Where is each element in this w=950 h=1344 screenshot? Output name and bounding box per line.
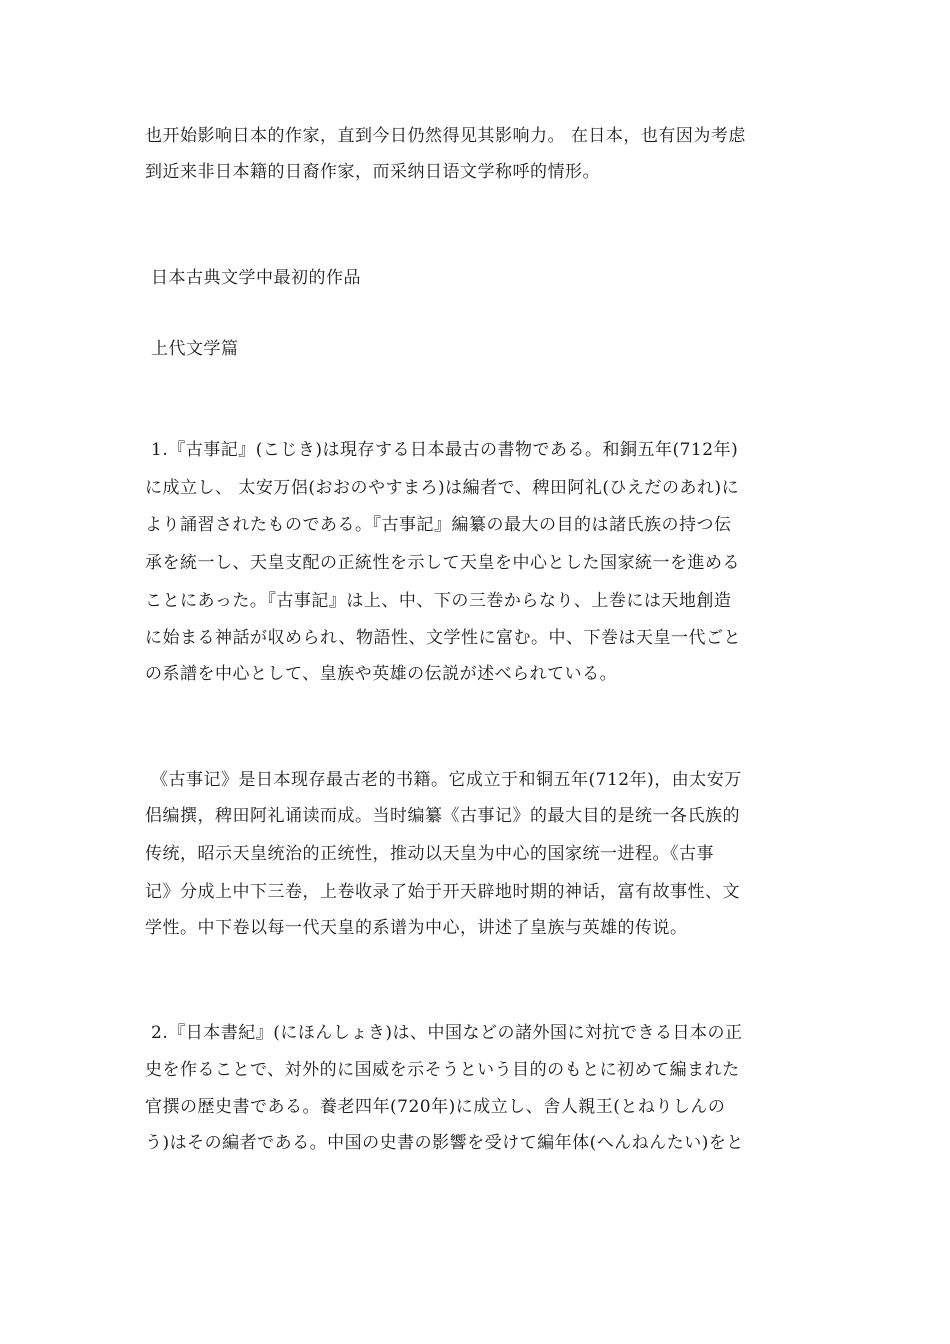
kojiki-jp-line-6: に始まる神話が収められ、物語性、文学性に富む。中、下巻は天皇一代ごと xyxy=(145,628,742,648)
kojiki-jp-line-7: の系譜を中心として、皇族や英雄の伝説が述べられている。 xyxy=(145,664,618,684)
section-title: 日本古典文学中最初的作品 xyxy=(151,268,361,288)
subsection-title: 上代文学篇 xyxy=(151,339,239,359)
nihonshoki-jp-line-1: 2.『日本書紀』(にほんしょき)は、中国などの諸外国に対抗できる日本の正 xyxy=(151,1023,743,1043)
kojiki-cn-line-3: 传统，昭示天皇统治的正统性，推动以天皇为中心的国家统一进程。《古事 xyxy=(145,844,714,864)
kojiki-cn-line-1: 《古事记》是日本现存最古老的书籍。它成立于和铜五年(712年)，由太安万 xyxy=(151,770,742,790)
nihonshoki-jp-line-2: 史を作ることで、対外的に国威を示そうという目的のもとに初めて編まれた xyxy=(145,1060,740,1080)
kojiki-cn-line-4: 记》分成上中下三卷，上卷收录了始于开天辟地时期的神话，富有故事性、文 xyxy=(145,882,740,902)
nihonshoki-jp-line-3: 官撰の歴史書である。養老四年(720年)に成立し、舎人親王(とねりしんの xyxy=(145,1097,726,1117)
intro-line-2: 到近来非日本籍的日裔作家，而采纳日语文学称呼的情形。 xyxy=(145,162,600,182)
kojiki-cn-line-2: 侣编撰，稗田阿礼诵读而成。当时编纂《古事记》的最大目的是统一各氏族的 xyxy=(145,806,740,826)
kojiki-jp-line-2: に成立し、 太安万侶(おおのやすまろ)は編者で、稗田阿礼(ひえだのあれ)に xyxy=(145,478,740,498)
kojiki-jp-line-4: 承を統一し、天皇支配の正統性を示して天皇を中心とした国家統一を進める xyxy=(145,553,740,573)
kojiki-jp-line-5: ことにあった。『古事記』は上、中、下の三巻からなり、上巻には天地創造 xyxy=(145,591,732,611)
kojiki-jp-line-1: 1.『古事記』(こじき)は現存する日本最古の書物である。和銅五年(712年) xyxy=(151,440,739,460)
kojiki-cn-line-5: 学性。中下卷以每一代天皇的系谱为中心，讲述了皇族与英雄的传说。 xyxy=(145,918,688,938)
nihonshoki-jp-line-4: う)はその編者である。中国の史書の影響を受けて編年体(へんねんたい)をと xyxy=(145,1133,744,1153)
intro-line-1: 也开始影响日本的作家，直到今日仍然得见其影响力。 在日本，也有因为考虑 xyxy=(145,126,746,146)
kojiki-jp-line-3: より誦習されたものである。『古事記』編纂の最大の目的は諸氏族の持つ伝 xyxy=(145,515,732,535)
